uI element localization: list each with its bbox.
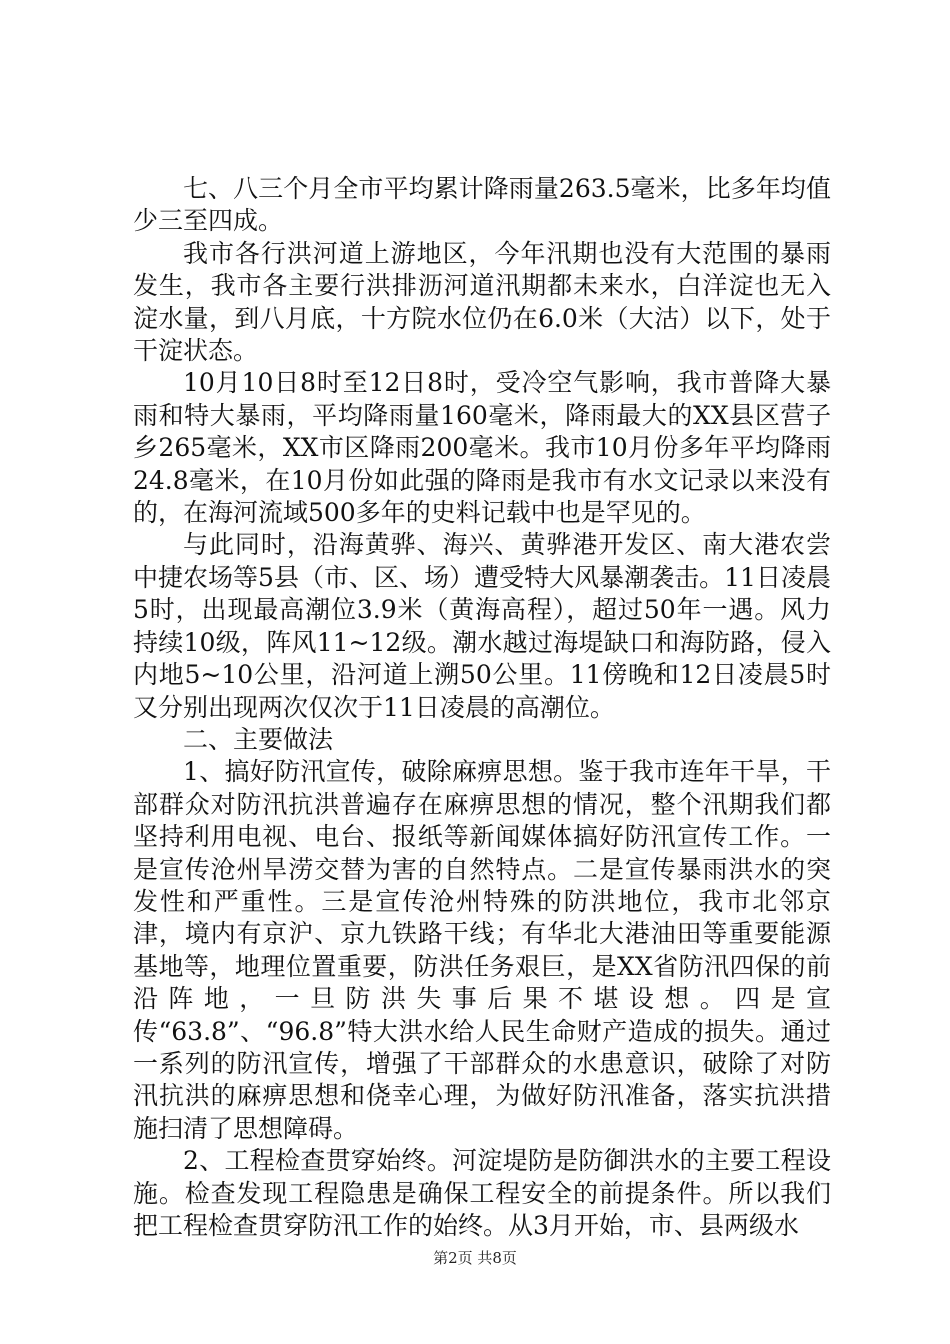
paragraph-flood-publicity: 1、搞好防汛宣传，破除麻痹思想。鉴于我市连年干旱，干部群众对防汛抗洪普遍存在麻痹思想的情况，整个汛期我们都坚持利用电视、电台、报纸等新闻媒体搞好防汛宣传工作。一是宣传沧州旱涝交替为害的自然特点。二是宣传暴雨洪水的突发性和严重性。三是宣传沧州特殊的防洪地位，我市北邻京津，境内有京沪、京九铁路干线；有华北大港油田等重要能源基地等，地理位置重要，防洪任务艰巨，是XX省防汛四保的前沿阵地，一旦防洪失事后果不堪设想。四是宣传“63.8”、“96.8”特大洪水给人民生命财产造成的损失。通过一系列的防汛宣传，增强了干部群众的水患意识，破除了对防汛抗洪的麻痹思想和侥幸心理，为做好防汛准备，落实抗洪措施扫清了思想障碍。 [133, 757, 831, 1143]
document-body [133, 173, 831, 1242]
paragraph-upstream-conditions: 我市各行洪河道上游地区，今年汛期也没有大范围的暴雨发生，我市各主要行洪排沥河道汛期都未来水，白洋淀也无入淀水量，到八月底，十方院水位仍在6.0米（大沽）以下，处于干淀状态。 [133, 238, 831, 366]
section-heading-main-practices: 二、主要做法 [183, 724, 334, 754]
paragraph-october-rainstorm: 10月10日8时至12日8时，受冷空气影响，我市普降大暴雨和特大暴雨，平均降雨量160毫米，降雨最大的XX县区营子乡265毫米，XX市区降雨200毫米。我市10月份多年平均降雨24.8毫米，在10月份如此强的降雨是我市有水文记录以来没有的，在海河流域500多年的史料记载中也是罕见的。 [133, 368, 831, 528]
paragraph-engineering-inspection: 2、工程检查贯穿始终。河淀堤防是防御洪水的主要工程设施。检查发现工程隐患是确保工程安全的前提条件。所以我们把工程检查贯穿防汛工作的始终。从3月开始，市、县两级水 [133, 1146, 831, 1240]
page-number-footer: 第2页 共8页 [433, 1249, 517, 1267]
paragraph-rainfall-summary: 七、八三个月全市平均累计降雨量263.5毫米，比多年均值少三至四成。 [133, 174, 831, 236]
paragraph-storm-surge: 与此同时，沿海黄骅、海兴、黄骅港开发区、南大港农尝中捷农场等5县（市、区、场）遭受特大风暴潮袭击。11日凌晨5时，出现最高潮位3.9米（黄海高程），超过50年一遇。风力持续10级，阵风11~12级。潮水越过海堤缺口和海防路，侵入内地5~10公里，沿河道上溯50公里。11傍晚和12日凌晨5时又分别出现两次仅次于11日凌晨的高潮位。 [133, 530, 831, 722]
